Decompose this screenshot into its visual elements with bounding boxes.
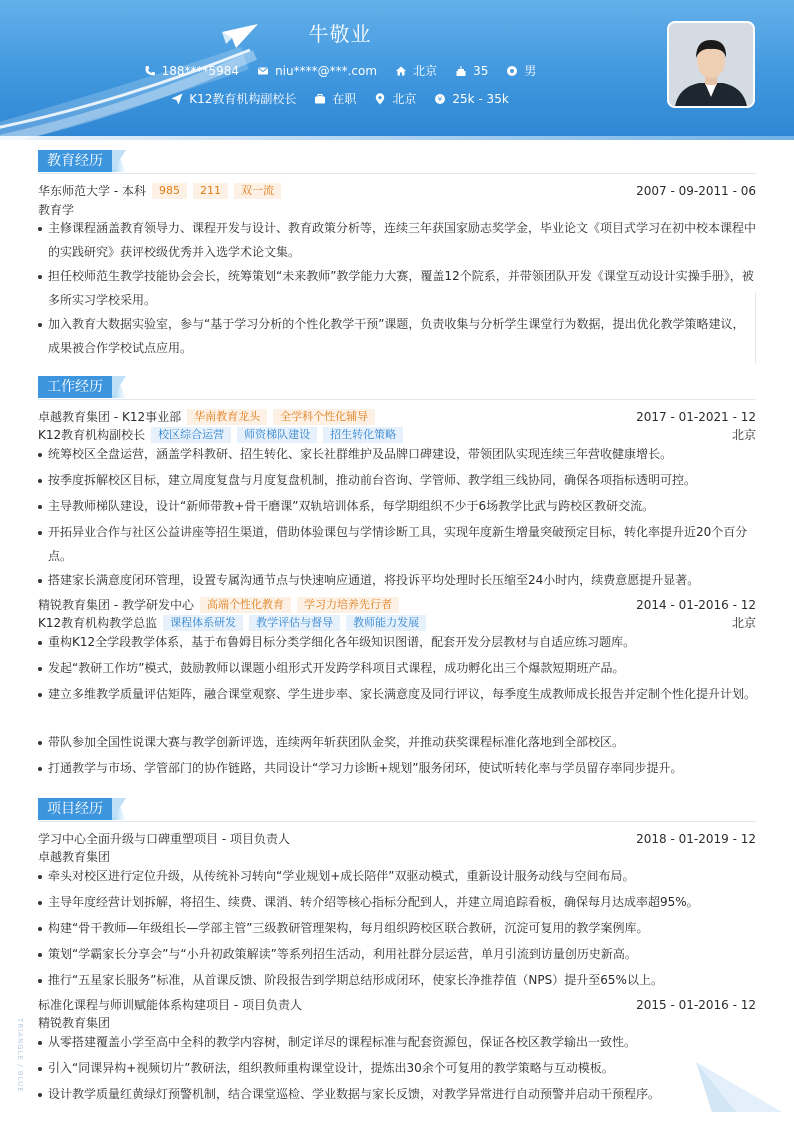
list-item: 牵头对校区进行定位升级，从传统补习转向“学业规划+成长陪伴”双驱动模式，重新设计服务动线与空间布局。 <box>38 865 756 889</box>
project-org-row <box>38 848 756 865</box>
education-major-row <box>38 201 756 218</box>
company-tag: 华南教育龙头 <box>187 409 267 425</box>
gender-icon <box>506 65 518 77</box>
work-entry-header <box>38 408 756 425</box>
list-item: 推行“五星家长服务”标准，从首课反馈、阶段报告到学期总结形成闭环，使家长净推荐值（NPS）提升至65%以上。 <box>38 969 756 993</box>
project-section-title <box>38 798 112 820</box>
project-entry-header <box>38 996 756 1013</box>
target-city-text: 北京 <box>392 92 417 106</box>
list-item: 统筹校区全盘运营，涵盖学科教研、招生转化、家长社群维护及品牌口碑建设，带领团队实现连续三年营收健康增长。 <box>38 443 756 467</box>
company-tag: 高端个性化教育 <box>200 597 291 613</box>
project-entry-header <box>38 830 756 847</box>
email-item <box>257 64 377 78</box>
education-tag: 211 <box>193 183 228 199</box>
position-tag: 教学评估与督导 <box>249 615 340 631</box>
education-section-title <box>38 150 112 172</box>
salary-item <box>434 92 508 106</box>
work-position-row <box>38 614 756 631</box>
position-tag: 课程体系研发 <box>163 615 243 631</box>
position-tag: 教师能力发展 <box>346 615 426 631</box>
salary-text: 25k - 35k <box>452 91 509 106</box>
list-item: 引入“同课异构+视频切片”教研法，组织教师重构课堂设计，提炼出30余个可复用的教学策略与互动模板。 <box>38 1057 756 1081</box>
list-item: 构建“骨干教师—年级组长—学部主管”三级教研管理架构，每月组织跨校区联合教研，沉淀可复用的教学案例库。 <box>38 917 756 941</box>
company-name: 精锐教育集团 - 教学研发中心 <box>38 598 194 612</box>
age-text: 35 <box>473 63 489 78</box>
list-item: 发起“教研工作坊”模式，鼓励教师以课题小组形式开发跨学科项目式课程，成功孵化出三个爆款短期班产品。 <box>38 657 756 681</box>
briefcase-icon <box>314 93 326 105</box>
job-intent-row <box>0 90 680 107</box>
list-item: 重构K12全学段教学体系，基于布鲁姆目标分类学细化各年级知识图谱，配套开发分层教材与自适应练习题库。 <box>38 631 756 655</box>
target-city-item <box>374 90 416 107</box>
project-title: 学习中心全面升级与口碑重塑项目 - 项目负责人 <box>38 832 290 846</box>
phone-item <box>144 64 239 78</box>
city-text: 北京 <box>413 64 438 78</box>
work-period: 2014 - 01-2016 - 12 <box>636 597 756 612</box>
school-degree: 华东师范大学 - 本科 <box>38 184 146 198</box>
contact-row <box>0 62 680 79</box>
edge-divider <box>755 292 756 364</box>
list-item: 设计教学质量红黄绿灯预警机制，结合课堂巡检、学业数据与家长反馈，对教学异常进行自动预警并启动干预程序。 <box>38 1083 756 1107</box>
city-item <box>395 62 437 79</box>
target-position-text: K12教育机构副校长 <box>189 92 297 106</box>
profile-photo <box>667 21 755 108</box>
list-item: 策划“学霸家长分享会”与“小升初政策解读”等系列招生活动，利用社群分层运营，单月引流到访量创历史新高。 <box>38 943 756 967</box>
gender-item <box>506 62 536 79</box>
side-watermark: TRIANGLE / BLUE <box>16 1018 24 1093</box>
status-text: 在职 <box>332 92 357 106</box>
company-tag: 全学科个性化辅导 <box>273 409 375 425</box>
work-section-title <box>38 376 112 398</box>
education-tag: 双一流 <box>234 183 281 199</box>
cake-icon <box>455 65 467 77</box>
list-item: 主导年度经营计划拆解，将招生、续费、课消、转介绍等核心指标分配到人，并建立周追踪看板，确保每月达成率超95%。 <box>38 891 756 915</box>
position-tag: 师资梯队建设 <box>237 427 317 443</box>
company-name: 卓越教育集团 - K12事业部 <box>38 410 182 424</box>
list-item: 主导教师梯队建设，设计“新师带教+骨干磨课”双轨培训体系，每学期组织不少于6场教学比武与跨校区教研交流。 <box>38 495 756 519</box>
candidate-name: 牛敬业 <box>308 22 372 46</box>
corner-triangle-decoration <box>696 1062 782 1112</box>
header-bottom-line <box>0 136 794 140</box>
company-tag: 学习力培养先行者 <box>297 597 399 613</box>
education-major: 教育学 <box>38 203 75 217</box>
work-period: 2017 - 01-2021 - 12 <box>636 409 756 424</box>
phone-icon <box>144 65 156 77</box>
home-icon <box>395 65 407 77</box>
send-icon <box>171 93 183 105</box>
age-item <box>455 64 488 78</box>
section-divider <box>38 399 756 400</box>
avatar-portrait <box>669 23 753 106</box>
position-tag: 校区综合运营 <box>151 427 231 443</box>
work-position-row <box>38 426 756 443</box>
list-item: 搭建家长满意度闭环管理，设置专属沟通节点与快速响应通道，将投诉平均处理时长压缩至24小时内，续费意愿提升显著。 <box>38 569 756 593</box>
list-item: 按季度拆解校区目标，建立周度复盘与月度复盘机制，推动前台咨询、学管师、教学组三线协同，确保各项指标透明可控。 <box>38 469 756 493</box>
list-item: 建立多维教学质量评估矩阵，融合课堂观察、学生进步率、家长满意度及同行评议，每季度生成教师成长报告并定制个性化提升计划。 <box>38 683 756 707</box>
work-title-text: 工作经历 <box>38 376 112 398</box>
project-org: 精锐教育集团 <box>38 1016 111 1030</box>
position-tag: 招生转化策略 <box>323 427 403 443</box>
education-period: 2007 - 09-2011 - 06 <box>636 183 756 198</box>
project-title-text: 项目经历 <box>38 798 112 820</box>
email-text[interactable]: niu****@***.com <box>275 63 378 78</box>
list-item: 从零搭建覆盖小学至高中全科的教学内容树，制定详尽的课程标准与配套资源包，保证各校区教学输出一致性。 <box>38 1031 756 1055</box>
list-item: 加入教育大数据实验室，参与“基于学习分析的个性化教学干预”课题，负责收集与分析学生课堂行为数据，提出优化教学策略建议，成果被合作学校试点应用。 <box>38 313 756 360</box>
project-period: 2015 - 01-2016 - 12 <box>636 997 756 1012</box>
education-tag: 985 <box>152 183 187 199</box>
email-icon <box>257 65 269 77</box>
phone-text[interactable]: 188****5984 <box>161 63 240 78</box>
gender-text: 男 <box>524 64 537 78</box>
list-item: 开拓异业合作与社区公益讲座等招生渠道，借助体验课包与学情诊断工具，实现年度新生增量突破预定目标，转化率提升近20个百分点。 <box>38 521 756 568</box>
section-divider <box>38 173 756 174</box>
project-org-row <box>38 1014 756 1031</box>
list-item: 担任校师范生教学技能协会会长，统筹策划“未来教师”教学能力大赛，覆盖12个院系，并带领团队开发《课堂互动设计实操手册》，被多所实习学校采用。 <box>38 265 756 312</box>
work-city: 北京 <box>731 428 756 442</box>
project-period: 2018 - 01-2019 - 12 <box>636 831 756 846</box>
location-pin-icon <box>374 93 386 105</box>
project-org: 卓越教育集团 <box>38 850 111 864</box>
education-entry-header <box>38 182 756 199</box>
money-icon <box>434 93 446 105</box>
section-divider <box>38 821 756 822</box>
list-item: 带队参加全国性说课大赛与教学创新评选，连续两年斩获团队金奖，并推动获奖课程标准化落地到全部校区。 <box>38 731 756 755</box>
position-title: K12教育机构教学总监 <box>38 616 158 630</box>
svg-text:¥: ¥ <box>438 95 443 104</box>
list-item: 打通教学与市场、学管部门的协作链路，共同设计“学习力诊断+规划”服务闭环，使试听转化率与学员留存率同步提升。 <box>38 757 756 781</box>
work-city: 北京 <box>731 616 756 630</box>
project-title: 标准化课程与师训赋能体系构建项目 - 项目负责人 <box>38 998 302 1012</box>
education-title-text: 教育经历 <box>38 150 112 172</box>
list-item: 主修课程涵盖教育领导力、课程开发与设计、教育政策分析等，连续三年获国家励志奖学金，毕业论文《项目式学习在初中校本课程中的实践研究》获评校级优秀并入选学术论文集。 <box>38 217 756 264</box>
status-item <box>314 90 356 107</box>
position-title: K12教育机构副校长 <box>38 428 146 442</box>
target-position-item <box>171 90 296 107</box>
work-entry-header <box>38 596 756 613</box>
